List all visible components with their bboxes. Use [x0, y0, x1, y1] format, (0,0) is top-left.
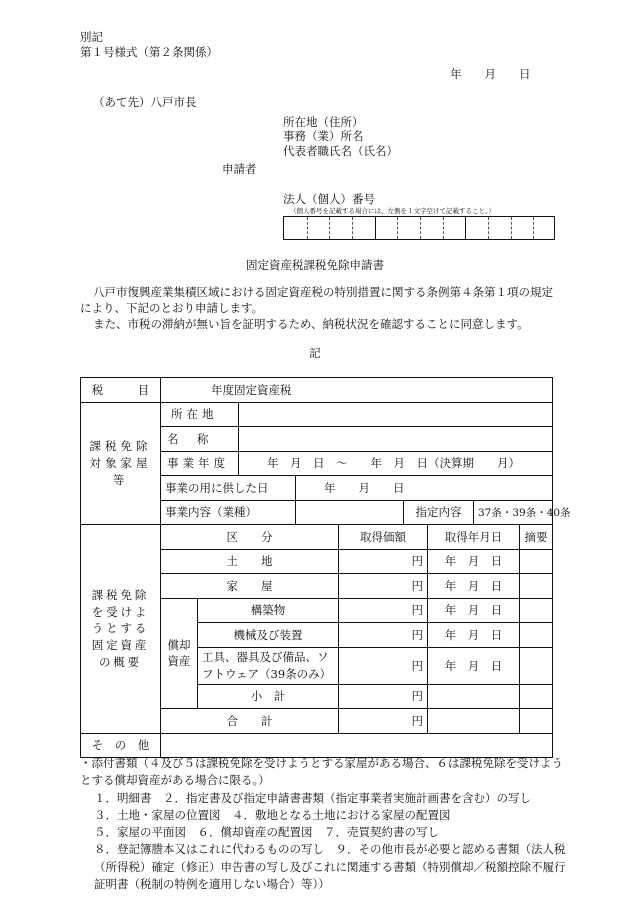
document-title: 固定資産税課税免除申請書 [246, 258, 384, 272]
location-label: 所在地 [161, 402, 239, 427]
machinery-label: 機械及び装置 [198, 623, 339, 648]
land-cost-unit[interactable]: 円 [339, 549, 428, 574]
house-label: 家 屋 [161, 574, 339, 599]
subtotal-cost-unit[interactable]: 円 [339, 684, 428, 709]
subtotal-label: 小 計 [198, 684, 339, 709]
machinery-date[interactable]: 年 月 日 [428, 623, 520, 648]
corp-number-digit-box[interactable] [465, 217, 489, 239]
form-number: 第１号様式（第２条関係） [80, 45, 218, 59]
business-use-date-value[interactable]: 年 月 日 [296, 476, 553, 501]
attachments-intro-line-2: とする償却資産がある場合に限る。） [80, 773, 270, 788]
tax-item-row [81, 378, 553, 403]
corp-number-digit-box[interactable] [284, 217, 307, 239]
business-content-value[interactable] [296, 500, 404, 525]
designated-content-label: 指定内容 [404, 500, 474, 525]
overview-header-row [81, 525, 553, 550]
col-remarks: 摘要 [520, 525, 553, 550]
name-label: 名称 [161, 427, 239, 452]
tools-date[interactable]: 年 月 日 [428, 647, 520, 684]
house-remarks[interactable] [520, 574, 553, 599]
machinery-cost-unit[interactable]: 円 [339, 623, 428, 648]
corp-number-digit-box[interactable] [397, 217, 421, 239]
other-label: そ の 他 [81, 733, 161, 758]
business-use-date-label: 事業の用に供した日 [161, 476, 296, 501]
subtotal-date [428, 684, 520, 709]
attachments-line-6: 証明書（税制の特例を適用しない場合）等）） [94, 876, 330, 891]
house-date[interactable]: 年 月 日 [428, 574, 520, 599]
corp-number-digit-box[interactable] [420, 217, 444, 239]
attachments-intro-line-1: ・添付書類（４及び５は課税免除を受けようとする家屋がある場合、６は課税免除を受けよう [80, 756, 563, 770]
attachments-line-3: ５．家屋の平面図 ６．償却資産の配置図 ７．売買契約書の写し [94, 825, 439, 839]
tax-item-label: 税 目 [81, 378, 161, 403]
depreciable-label: 償却資産 [161, 598, 198, 709]
corp-number-digit-box[interactable] [443, 217, 467, 239]
land-label: 土 地 [161, 549, 339, 574]
corp-number-digit-box[interactable] [488, 217, 512, 239]
addressee: （あて先）八戸市長 [93, 95, 197, 109]
body-paragraph-1-line-2: により、下記のとおり申請します。 [80, 301, 264, 315]
designated-content-value[interactable]: 37条・39条・40条 [474, 500, 553, 525]
land-remarks[interactable] [520, 549, 553, 574]
body-paragraph-2: また、市税の滞納が無い旨を証明するため、納税状況を確認することに同意します。 [93, 317, 529, 331]
overview-label: 課税免除を受けようとする固定資産の概要 [81, 525, 161, 734]
business-content-label: 事業内容（業種） [161, 500, 296, 525]
tax-item-value[interactable]: 年度固定資産税 [161, 378, 553, 403]
tools-label-line-1: 工具、器具及び備品、ソ [202, 650, 329, 665]
attachments-line-5: （所得税）確定（修正）申告書の写し及びこれに関連する書類（特別償却／税額控除不履行 [94, 859, 566, 874]
body-paragraph-1-line-1: 八戸市復興産業集積区域における固定資産税の特別措置に関する条例第４条第１項の規定 [93, 285, 553, 299]
total-label: 合 計 [161, 709, 339, 734]
business-year-label: 事業年度 [161, 451, 239, 476]
attachments-line-2: ３．土地・家屋の位置図 ４．敷地となる土地における家屋の配置図 [94, 807, 451, 822]
location-value[interactable] [239, 402, 553, 427]
structures-date[interactable]: 年 月 日 [428, 598, 520, 623]
name-value[interactable] [239, 427, 553, 452]
structures-remarks[interactable] [520, 598, 553, 623]
corp-number-digit-box[interactable] [307, 217, 331, 239]
corp-number-label: 法人（個人）番号 [283, 192, 375, 206]
col-category: 区 分 [161, 525, 339, 550]
machinery-remarks[interactable] [520, 623, 553, 648]
corp-number-digit-box[interactable] [352, 217, 376, 239]
tools-cost-unit[interactable]: 円 [339, 647, 428, 684]
tools-remarks[interactable] [520, 647, 553, 684]
appendix-label: 別記 [80, 30, 103, 44]
date-field: 年 月 日 [450, 67, 531, 81]
subtotal-remarks [520, 684, 553, 709]
other-row [81, 733, 553, 758]
col-cost: 取得価額 [339, 525, 428, 550]
structures-cost-unit[interactable]: 円 [339, 598, 428, 623]
attachments-line-4: ８．登記簿謄本又はこれに代わるものの写し ９．その他市長が必要と認める書類（法人税 [94, 842, 566, 857]
total-remarks [520, 709, 553, 734]
tools-label [198, 647, 339, 684]
applicant-label: 申請者 [222, 162, 257, 176]
attachments-line-1: １．明細書 ２．指定書及び指定申請書書類（指定事業者実施計画書を含む）の写し [94, 790, 531, 805]
application-table [80, 377, 571, 758]
total-date [428, 709, 520, 734]
corp-number-digit-box[interactable] [375, 217, 399, 239]
business-year-value[interactable]: 年 月 日 ～ 年 月 日（決算期 月） [239, 451, 553, 476]
structures-label: 構築物 [198, 598, 339, 623]
house-cost-unit[interactable]: 円 [339, 574, 428, 599]
tools-label-line-2: フトウェア（39条のみ） [202, 666, 332, 681]
corp-number-digit-box[interactable] [511, 217, 535, 239]
corp-number-digit-box[interactable] [329, 217, 353, 239]
col-date: 取得年月日 [428, 525, 520, 550]
corp-number-boxes[interactable] [283, 216, 555, 240]
attachments-notes [80, 755, 566, 893]
location-row [81, 402, 553, 427]
applicant-office-label: 事務（業）所名 [283, 129, 364, 143]
land-date[interactable]: 年 月 日 [428, 549, 520, 574]
corp-number-digit-box[interactable] [533, 217, 557, 239]
other-value[interactable] [161, 733, 553, 758]
corp-number-note: （個人番号を記載する場合には、左側を１文字空けて記載すること。） [290, 207, 495, 215]
ki-label: 記 [309, 346, 321, 360]
total-cost-unit[interactable]: 円 [339, 709, 428, 734]
applicant-address-label: 所在地（住所） [283, 115, 364, 129]
applicant-representative-label: 代表者職氏名（氏名） [283, 144, 398, 158]
exempt-building-label: 課税免除対象家屋等 [81, 402, 161, 525]
